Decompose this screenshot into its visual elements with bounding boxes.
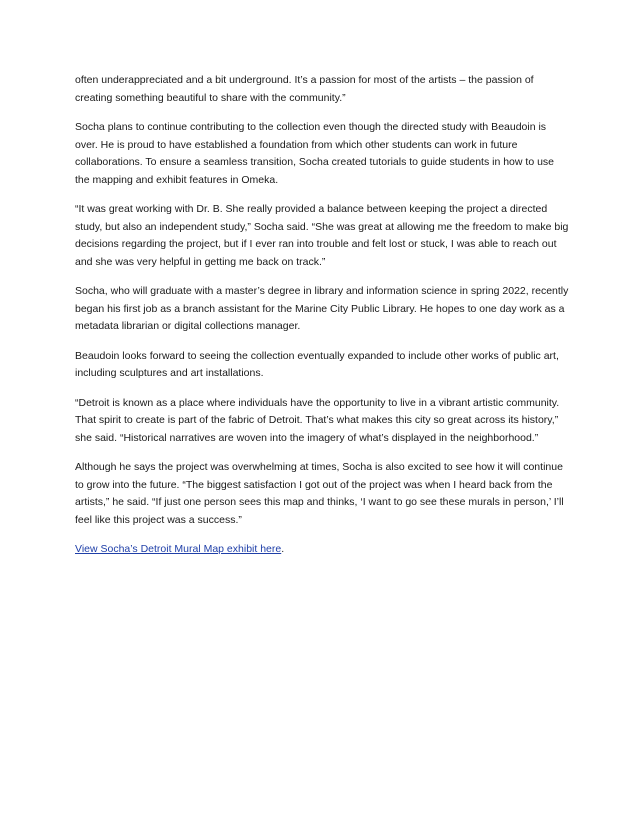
- exhibit-link[interactable]: View Socha’s Detroit Mural Map exhibit here: [75, 543, 282, 555]
- paragraph-7: Although he says the project was overwhelming at times, Socha is also excited to see how it will continue to grow into the future. “The biggest satisfaction I got out of the project was when I heard back from the artists,” he said. “If just one person sees this map and thinks, ‘I want to go see these murals in person,’ I’ll feel like this project was a success.”: [75, 461, 564, 526]
- paragraph-4: Socha, who will graduate with a master’s degree in library and information science in spring 2022, recently began his first job as a branch assistant for the Marine City Public Library. He hopes to one day work as a metadata librarian or digital collections manager.: [75, 285, 569, 332]
- exhibit-link-line: [75, 541, 570, 559]
- paragraph-6: “Detroit is known as a place where individuals have the opportunity to live in a vibrant artistic community. That spirit to create is part of the fabric of Detroit. That’s what makes this city so great across its history,” she said. “Historical narratives are woven into the imagery of what’s displayed in the neighborhood.”: [75, 396, 560, 444]
- paragraph-5: Beaudoin looks forward to seeing the collection eventually expanded to include other works of public art, including sculptures and art installations.: [75, 349, 559, 379]
- paragraph-3: “It was great working with Dr. B. She really provided a balance between keeping the project a directed study, but also an independent study,” Socha said. “She was great at allowing me the freedom to make big decisions regarding the project, but if I ever ran into trouble and felt lost or stuck, I was able to reach out and she was very helpful in getting me back on track.”: [75, 203, 569, 268]
- document-page: [75, 72, 570, 559]
- paragraph-2: Socha plans to continue contributing to the collection even though the directed study with Beaudoin is over. He is proud to have established a foundation from which other students can work in future collaborations. To ensure a seamless transition, Socha created tutorials to guide students in how to use the mapping and exhibit features in Omeka.: [75, 121, 555, 186]
- link-trailing-period: .: [281, 543, 285, 555]
- paragraph-1: often underappreciated and a bit underground. It’s a passion for most of the artists – the passion of creating something beautiful to share with the community.”: [75, 74, 534, 104]
